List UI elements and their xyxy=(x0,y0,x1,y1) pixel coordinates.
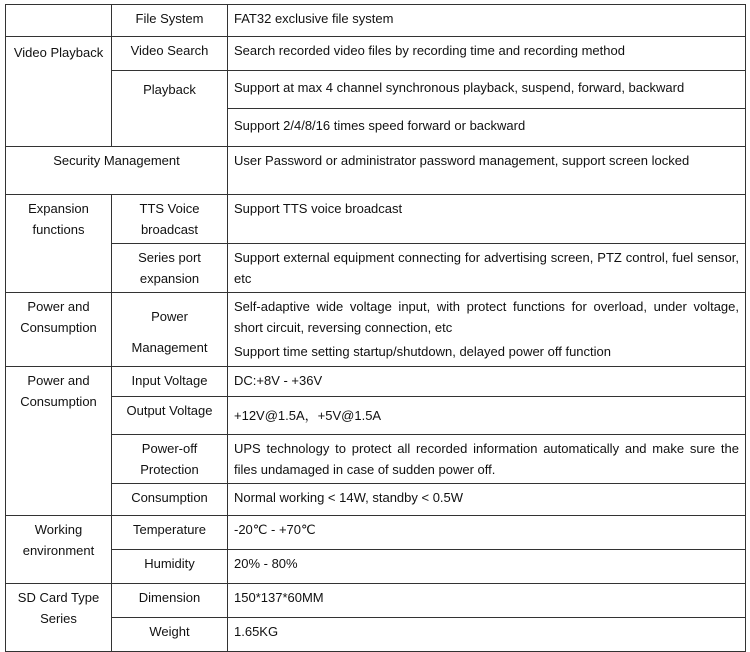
table-row xyxy=(6,293,746,341)
table-row xyxy=(6,484,746,516)
table-row xyxy=(6,147,746,195)
category-cell: Power and Consumption xyxy=(6,293,112,367)
description-cell: 150*137*60MM xyxy=(228,584,746,618)
category-cell: Working environment xyxy=(6,516,112,584)
table-row xyxy=(6,516,746,550)
description-cell: Support 2/4/8/16 times speed forward or backward xyxy=(228,109,746,147)
description-cell: Support TTS voice broadcast xyxy=(228,195,746,244)
table-row xyxy=(6,367,746,397)
description-cell: Support time setting startup/shutdown, delayed power off function xyxy=(228,341,746,367)
subcategory-cell: Temperature xyxy=(112,516,228,550)
description-cell: +12V@1.5A，+5V@1.5A xyxy=(228,397,746,435)
description-cell: Support external equipment connecting for advertising screen, PTZ control, fuel sensor, etc xyxy=(228,244,746,293)
subcategory-cell: Playback xyxy=(112,71,228,147)
table-row xyxy=(6,435,746,484)
subcategory-cell: Output Voltage xyxy=(112,397,228,435)
subcategory-cell: Input Voltage xyxy=(112,367,228,397)
subcategory-cell: Series port expansion xyxy=(112,244,228,293)
description-cell: FAT32 exclusive file system xyxy=(228,5,746,37)
subcategory-cell: TTS Voice broadcast xyxy=(112,195,228,244)
table-row xyxy=(6,244,746,293)
table-row xyxy=(6,37,746,71)
table-row xyxy=(6,5,746,37)
category-cell: Expansion functions xyxy=(6,195,112,293)
table-row xyxy=(6,584,746,618)
table-row xyxy=(6,71,746,109)
description-cell: UPS technology to protect all recorded information automatically and make sure the files undamaged in case of sudden power off. xyxy=(228,435,746,484)
spec-table xyxy=(5,4,746,652)
subcategory-cell: Weight xyxy=(112,618,228,652)
subcategory-cell: File System xyxy=(112,5,228,37)
category-cell: Video Playback xyxy=(6,37,112,147)
description-cell: User Password or administrator password management, support screen locked xyxy=(228,147,746,195)
subcategory-cell: Power-off Protection xyxy=(112,435,228,484)
description-cell: Support at max 4 channel synchronous playback, suspend, forward, backward xyxy=(228,71,746,109)
table-row xyxy=(6,550,746,584)
subcategory-cell: Power Management xyxy=(112,293,228,367)
subcategory-cell: Video Search xyxy=(112,37,228,71)
table-row xyxy=(6,397,746,435)
description-cell: Normal working < 14W, standby < 0.5W xyxy=(228,484,746,516)
description-cell: 1.65KG xyxy=(228,618,746,652)
subcategory-cell: Dimension xyxy=(112,584,228,618)
description-cell: Search recorded video files by recording time and recording method xyxy=(228,37,746,71)
table-row xyxy=(6,618,746,652)
category-cell: SD Card Type Series xyxy=(6,584,112,652)
subcategory-cell: Humidity xyxy=(112,550,228,584)
category-cell-empty xyxy=(6,5,112,37)
description-cell: 20% - 80% xyxy=(228,550,746,584)
description-cell: Self-adaptive wide voltage input, with protect functions for overload, under voltage, short circuit, reversing connection, etc xyxy=(228,293,746,341)
description-cell: -20℃ - +70℃ xyxy=(228,516,746,550)
spec-sheet xyxy=(5,4,745,652)
description-cell: DC:+8V - +36V xyxy=(228,367,746,397)
category-cell: Security Management xyxy=(6,147,228,195)
subcategory-cell: Consumption xyxy=(112,484,228,516)
category-cell: Power and Consumption xyxy=(6,367,112,516)
table-row xyxy=(6,195,746,244)
